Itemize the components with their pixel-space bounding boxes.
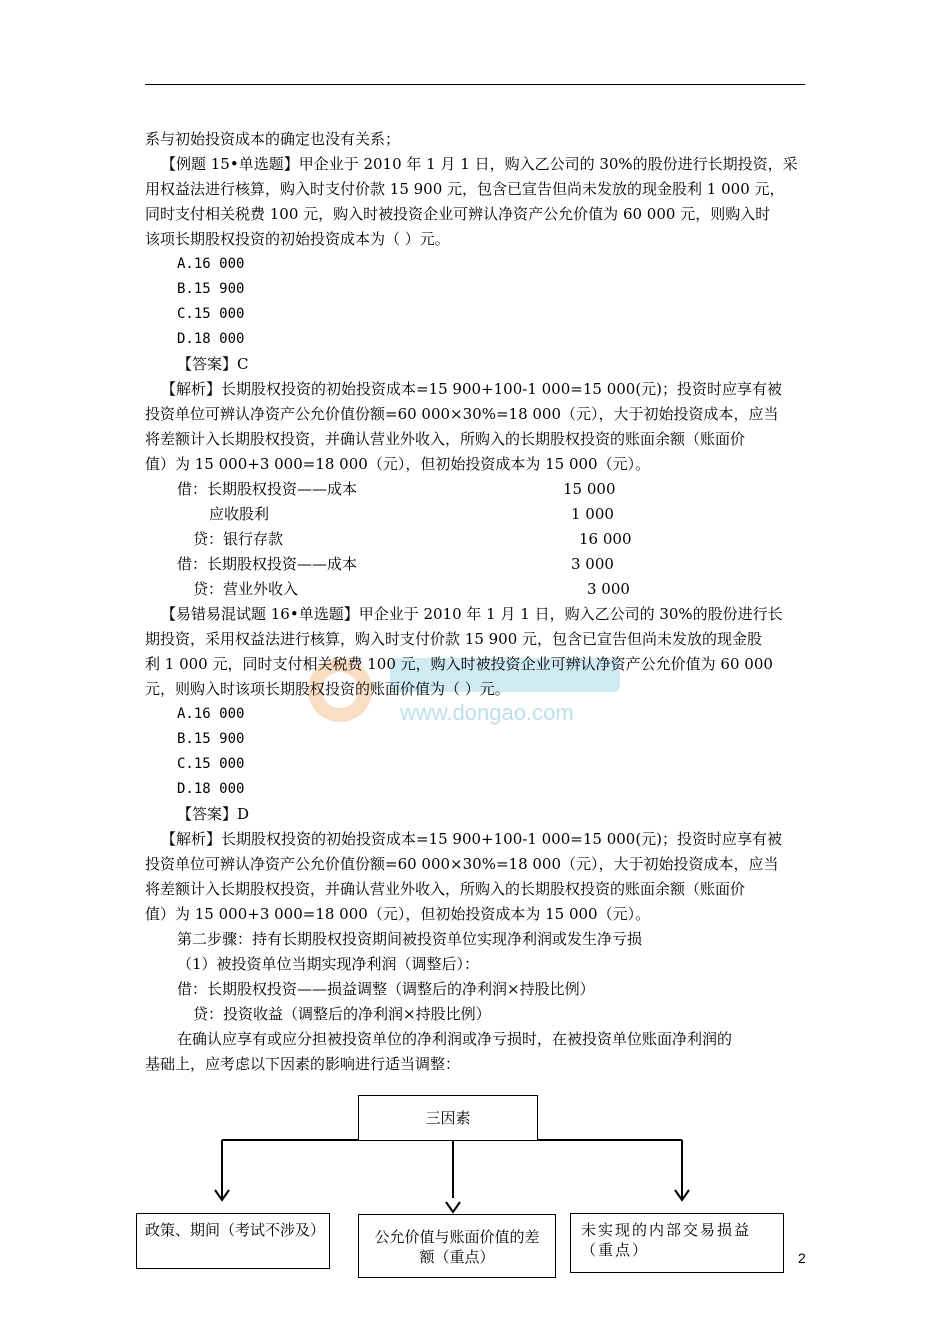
diagram-child-box bbox=[570, 1213, 784, 1273]
analysis-line: 值）为 15 000+3 000=18 000（元），但初始投资成本为 15 000（元）。 bbox=[145, 455, 651, 473]
diagram-child-box bbox=[358, 1214, 556, 1278]
journal-account: 贷：银行存款 bbox=[193, 530, 284, 548]
question-16-title: 【易错易混试题 16•单选题】甲企业于 2010 年 1 月 1 日，购入乙公司的 30%的股份进行长 bbox=[161, 605, 783, 623]
diagram-child-label: 公允价值与账面价值的差额（重点） bbox=[374, 1228, 540, 1266]
page-number: 2 bbox=[798, 1250, 806, 1266]
text-line: 在确认应享有或应分担被投资单位的净利润或净亏损时，在被投资单位账面净利润的 bbox=[177, 1030, 733, 1048]
analysis-line: 投资单位可辨认净资产公允价值份额=60 000×30%=18 000（元），大于初始投资成本，应当 bbox=[145, 405, 779, 423]
step-heading: 第二步骤：持有长期股权投资期间被投资单位实现净利润或发生净亏损 bbox=[177, 930, 643, 948]
text-line: 期投资，采用权益法进行核算，购入时支付价款 15 900 元，包含已宣告但尚未发放的现金股 bbox=[145, 630, 763, 648]
question-15-title: 【例题 15•单选题】甲企业于 2010 年 1 月 1 日，购入乙公司的 30%的股份进行长期投资，采 bbox=[161, 155, 798, 173]
analysis-line: 【解析】长期股权投资的初始投资成本=15 900+100-1 000=15 000(元)；投资时应享有被 bbox=[161, 380, 783, 398]
analysis-line: 将差额计入长期股权投资，并确认营业外收入，所购入的长期股权投资的账面余额（账面价 bbox=[145, 880, 746, 898]
journal-amount: 3 000 bbox=[571, 555, 614, 573]
analysis-line: 投资单位可辨认净资产公允价值份额=60 000×30%=18 000（元），大于初始投资成本，应当 bbox=[145, 855, 779, 873]
diagram-root-label: 三因素 bbox=[425, 1109, 471, 1127]
arrow-down-icon bbox=[446, 1202, 460, 1212]
text-line: 基础上，应考虑以下因素的影响进行适当调整： bbox=[145, 1055, 461, 1073]
journal-account: 借：长期股权投资——成本 bbox=[177, 480, 358, 498]
option-a: A.16 000 bbox=[177, 256, 245, 272]
text-line: （1）被投资单位当期实现净利润（调整后）： bbox=[177, 955, 480, 973]
text-line: 系与初始投资成本的确定也没有关系； bbox=[145, 130, 401, 148]
journal-account: 借：长期股权投资——成本 bbox=[177, 555, 358, 573]
journal-amount: 3 000 bbox=[587, 580, 630, 598]
answer: 【答案】D bbox=[177, 805, 250, 823]
option-c: C.15 000 bbox=[177, 756, 245, 772]
text-line: 用权益法进行核算，购入时支付价款 15 900 元，包含已宣告但尚未发放的现金股利 1 000 元， bbox=[145, 180, 785, 198]
option-a: A.16 000 bbox=[177, 706, 245, 722]
text-line: 该项长期股权投资的初始投资成本为（ ）元。 bbox=[145, 230, 450, 248]
journal-credit: 贷：投资收益（调整后的净利润×持股比例） bbox=[193, 1005, 491, 1023]
option-b: B.15 900 bbox=[177, 281, 245, 297]
journal-account: 应收股利 bbox=[209, 505, 270, 523]
diagram-child-box bbox=[136, 1213, 330, 1269]
diagram-child-label: 未实现的内部交易损益（重点） bbox=[581, 1221, 752, 1259]
watermark-url: www.dongao.com bbox=[400, 700, 574, 725]
journal-amount: 15 000 bbox=[563, 480, 616, 498]
journal-debit: 借：长期股权投资——损益调整（调整后的净利润×持股比例） bbox=[177, 980, 595, 998]
diagram-child-label: 政策、期间（考试不涉及） bbox=[145, 1221, 326, 1239]
text-line: 同时支付相关税费 100 元，购入时被投资企业可辨认净资产公允价值为 60 000 元，则购入时 bbox=[145, 205, 771, 223]
analysis-line: 值）为 15 000+3 000=18 000（元），但初始投资成本为 15 000（元）。 bbox=[145, 905, 651, 923]
text-line: 元，则购入时该项长期股权投资的账面价值为（ ）元。 bbox=[145, 680, 510, 698]
journal-amount: 1 000 bbox=[571, 505, 614, 523]
journal-amount: 16 000 bbox=[579, 530, 632, 548]
option-c: C.15 000 bbox=[177, 306, 245, 322]
option-b: B.15 900 bbox=[177, 731, 245, 747]
answer: 【答案】C bbox=[177, 355, 249, 373]
analysis-line: 将差额计入长期股权投资，并确认营业外收入，所购入的长期股权投资的账面余额（账面价 bbox=[145, 430, 746, 448]
option-d: D.18 000 bbox=[177, 781, 245, 797]
option-d: D.18 000 bbox=[177, 331, 245, 347]
text-line: 利 1 000 元，同时支付相关税费 100 元，购入时被投资企业可辨认净资产公允价值为 60 000 bbox=[145, 655, 773, 673]
diagram-root-box bbox=[358, 1095, 538, 1141]
journal-account: 贷：营业外收入 bbox=[193, 580, 299, 598]
analysis-line: 【解析】长期股权投资的初始投资成本=15 900+100-1 000=15 000(元)；投资时应享有被 bbox=[161, 830, 783, 848]
